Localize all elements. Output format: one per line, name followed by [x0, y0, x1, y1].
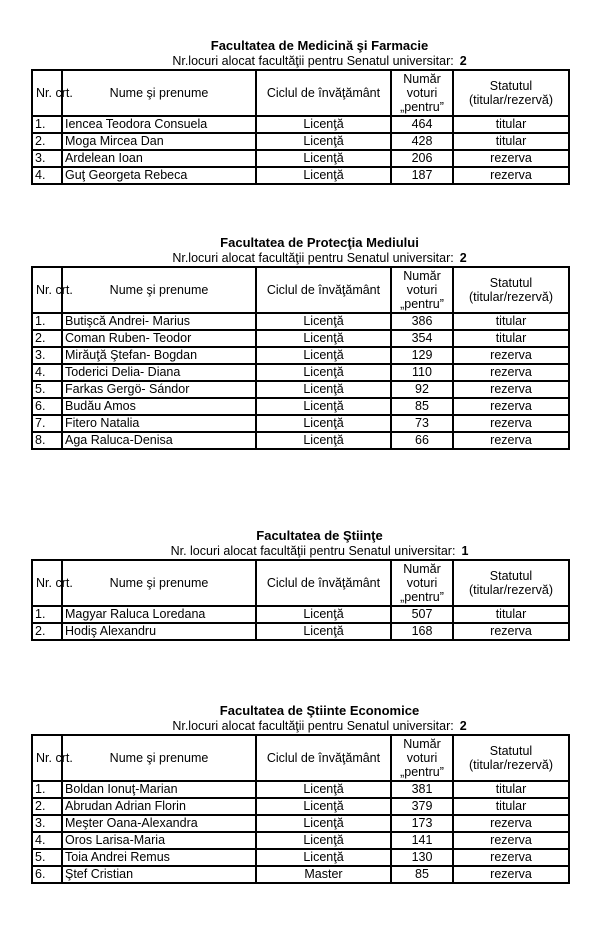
- cell-ciclu: Licenţă: [256, 347, 391, 364]
- cell-votes: 85: [391, 398, 453, 415]
- cell-status: rezerva: [453, 364, 569, 381]
- cell-status: rezerva: [453, 398, 569, 415]
- table-header-row: [32, 267, 569, 313]
- header-status: [453, 267, 569, 313]
- seats-count: 2: [459, 54, 467, 68]
- header-status: [453, 735, 569, 781]
- header-votes-line: „pentru”: [400, 100, 444, 114]
- cell-votes: 386: [391, 313, 453, 330]
- cell-nr: 1.: [32, 606, 62, 623]
- header-name: Nume şi prenume: [62, 267, 256, 313]
- cell-ciclu: Licenţă: [256, 150, 391, 167]
- cell-ciclu: Licenţă: [256, 313, 391, 330]
- cell-status: rezerva: [453, 167, 569, 184]
- table-row: [32, 623, 569, 640]
- table-row: [32, 798, 569, 815]
- cell-nr: 1.: [32, 781, 62, 798]
- cell-votes: 141: [391, 832, 453, 849]
- cell-name: Ştef Cristian: [62, 866, 256, 883]
- header-nr: Nr. crt.: [32, 560, 62, 606]
- table-header-row: [32, 70, 569, 116]
- faculty-title: Facultatea de Protecţia Mediului: [220, 235, 419, 250]
- table-row: [32, 150, 569, 167]
- cell-status: rezerva: [453, 866, 569, 883]
- cell-ciclu: Licenţă: [256, 815, 391, 832]
- header-ciclu: Ciclul de învăţământ: [256, 70, 391, 116]
- seats-label: Nr.locuri alocat facultăţii pentru Senatul universitar:: [172, 251, 454, 265]
- results-table: [31, 69, 570, 185]
- header-ciclu: Ciclul de învăţământ: [256, 560, 391, 606]
- cell-nr: 5.: [32, 381, 62, 398]
- table-row: [32, 381, 569, 398]
- cell-nr: 4.: [32, 167, 62, 184]
- header-votes: [391, 267, 453, 313]
- cell-votes: 92: [391, 381, 453, 398]
- cell-name: Iencea Teodora Consuela: [62, 116, 256, 133]
- cell-name: Oros Larisa-Maria: [62, 832, 256, 849]
- cell-ciclu: Licenţă: [256, 781, 391, 798]
- cell-nr: 1.: [32, 116, 62, 133]
- cell-ciclu: Licenţă: [256, 798, 391, 815]
- header-status-line: (titular/rezervă): [468, 583, 554, 597]
- cell-status: titular: [453, 116, 569, 133]
- cell-nr: 6.: [32, 398, 62, 415]
- cell-votes: 130: [391, 849, 453, 866]
- cell-votes: 464: [391, 116, 453, 133]
- cell-status: titular: [453, 133, 569, 150]
- results-table: [31, 734, 570, 884]
- cell-nr: 2.: [32, 798, 62, 815]
- cell-nr: 3.: [32, 815, 62, 832]
- header-votes-line: Număr: [403, 737, 441, 751]
- header-status-line: Statutul: [489, 276, 533, 290]
- cell-ciclu: Licenţă: [256, 364, 391, 381]
- results-table: [31, 266, 570, 450]
- cell-status: rezerva: [453, 432, 569, 449]
- cell-status: rezerva: [453, 381, 569, 398]
- header-votes: [391, 735, 453, 781]
- cell-nr: 6.: [32, 866, 62, 883]
- cell-name: Guţ Georgeta Rebeca: [62, 167, 256, 184]
- table-row: [32, 133, 569, 150]
- cell-ciclu: Licenţă: [256, 623, 391, 640]
- table-row: [32, 398, 569, 415]
- header-votes-line: „pentru”: [400, 765, 444, 779]
- table-row: [32, 832, 569, 849]
- cell-nr: 4.: [32, 364, 62, 381]
- cell-nr: 7.: [32, 415, 62, 432]
- faculty-seats-line: [71, 251, 568, 266]
- cell-name: Butişcă Andrei- Marius: [62, 313, 256, 330]
- cell-nr: 2.: [32, 133, 62, 150]
- cell-ciclu: Licenţă: [256, 415, 391, 432]
- header-status-line: Statutul: [489, 79, 533, 93]
- cell-status: rezerva: [453, 347, 569, 364]
- faculty-title: Facultatea de Medicină şi Farmacie: [210, 38, 429, 53]
- faculty-title: Facultatea de Ştiinte Economice: [219, 703, 420, 718]
- table-row: [32, 781, 569, 798]
- cell-name: Toderici Delia- Diana: [62, 364, 256, 381]
- table-row: [32, 347, 569, 364]
- cell-votes: 206: [391, 150, 453, 167]
- seats-label: Nr. locuri alocat facultăţii pentru Senatul universitar:: [170, 544, 456, 558]
- table-row: [32, 364, 569, 381]
- cell-nr: 4.: [32, 832, 62, 849]
- cell-nr: 1.: [32, 313, 62, 330]
- header-nr: Nr. crt.: [32, 735, 62, 781]
- cell-ciclu: Licenţă: [256, 330, 391, 347]
- cell-status: titular: [453, 798, 569, 815]
- faculty-seats-line: [71, 54, 568, 69]
- header-status: [453, 560, 569, 606]
- seats-count: 1: [461, 544, 469, 558]
- cell-ciclu: Licenţă: [256, 606, 391, 623]
- cell-name: Ardelean Ioan: [62, 150, 256, 167]
- faculty-title: Facultatea de Ştiinţe: [256, 528, 383, 543]
- cell-status: rezerva: [453, 623, 569, 640]
- header-name: Nume şi prenume: [62, 735, 256, 781]
- cell-votes: 73: [391, 415, 453, 432]
- section-stiinte: [31, 528, 568, 641]
- header-status-line: (titular/rezervă): [468, 93, 554, 107]
- header-votes-line: voturi: [406, 283, 438, 297]
- cell-name: Hodiş Alexandru: [62, 623, 256, 640]
- header-votes: [391, 70, 453, 116]
- header-status-line: Statutul: [489, 744, 533, 758]
- section-stiinte-economice: [31, 703, 568, 884]
- header-name: Nume şi prenume: [62, 70, 256, 116]
- header-votes-line: „pentru”: [400, 590, 444, 604]
- cell-votes: 507: [391, 606, 453, 623]
- header-status-line: (titular/rezervă): [468, 290, 554, 304]
- cell-status: rezerva: [453, 849, 569, 866]
- header-votes-line: Număr: [403, 72, 441, 86]
- cell-status: titular: [453, 330, 569, 347]
- header-votes-line: voturi: [406, 86, 438, 100]
- cell-ciclu: Licenţă: [256, 116, 391, 133]
- table-row: [32, 849, 569, 866]
- header-votes: [391, 560, 453, 606]
- cell-ciclu: Licenţă: [256, 432, 391, 449]
- cell-ciclu: Master: [256, 866, 391, 883]
- table-row: [32, 330, 569, 347]
- cell-ciclu: Licenţă: [256, 381, 391, 398]
- cell-status: rezerva: [453, 150, 569, 167]
- cell-name: Abrudan Adrian Florin: [62, 798, 256, 815]
- table-row: [32, 313, 569, 330]
- cell-nr: 5.: [32, 849, 62, 866]
- faculty-seats-line: [71, 719, 568, 734]
- cell-nr: 8.: [32, 432, 62, 449]
- cell-name: Farkas Gergö- Sándor: [62, 381, 256, 398]
- cell-status: rezerva: [453, 832, 569, 849]
- cell-ciclu: Licenţă: [256, 832, 391, 849]
- cell-status: titular: [453, 781, 569, 798]
- header-ciclu: Ciclul de învăţământ: [256, 267, 391, 313]
- cell-votes: 66: [391, 432, 453, 449]
- header-name: Nume şi prenume: [62, 560, 256, 606]
- cell-status: rezerva: [453, 815, 569, 832]
- cell-votes: 110: [391, 364, 453, 381]
- cell-name: Budău Amos: [62, 398, 256, 415]
- cell-votes: 354: [391, 330, 453, 347]
- faculty-seats-line: [71, 544, 568, 559]
- table-row: [32, 415, 569, 432]
- cell-nr: 2.: [32, 330, 62, 347]
- seats-count: 2: [459, 719, 467, 733]
- header-nr: Nr. crt.: [32, 267, 62, 313]
- header-votes-line: voturi: [406, 576, 438, 590]
- cell-name: Meşter Oana-Alexandra: [62, 815, 256, 832]
- header-votes-line: voturi: [406, 751, 438, 765]
- cell-name: Moga Mircea Dan: [62, 133, 256, 150]
- cell-status: titular: [453, 313, 569, 330]
- cell-votes: 85: [391, 866, 453, 883]
- header-votes-line: „pentru”: [400, 297, 444, 311]
- cell-name: Coman Ruben- Teodor: [62, 330, 256, 347]
- cell-name: Toia Andrei Remus: [62, 849, 256, 866]
- cell-votes: 381: [391, 781, 453, 798]
- cell-votes: 187: [391, 167, 453, 184]
- table-row: [32, 116, 569, 133]
- cell-votes: 379: [391, 798, 453, 815]
- cell-nr: 2.: [32, 623, 62, 640]
- header-votes-line: Număr: [403, 562, 441, 576]
- cell-votes: 173: [391, 815, 453, 832]
- cell-name: Mirăuţă Ştefan- Bogdan: [62, 347, 256, 364]
- cell-status: rezerva: [453, 415, 569, 432]
- header-status-line: (titular/rezervă): [468, 758, 554, 772]
- cell-name: Fitero Natalia: [62, 415, 256, 432]
- header-nr: Nr. crt.: [32, 70, 62, 116]
- cell-votes: 428: [391, 133, 453, 150]
- seats-label: Nr.locuri alocat facultăţii pentru Senatul universitar:: [172, 719, 454, 733]
- cell-votes: 129: [391, 347, 453, 364]
- cell-status: titular: [453, 606, 569, 623]
- table-row: [32, 432, 569, 449]
- cell-name: Boldan Ionuţ-Marian: [62, 781, 256, 798]
- header-votes-line: Număr: [403, 269, 441, 283]
- cell-ciclu: Licenţă: [256, 167, 391, 184]
- cell-name: Aga Raluca-Denisa: [62, 432, 256, 449]
- header-ciclu: Ciclul de învăţământ: [256, 735, 391, 781]
- cell-nr: 3.: [32, 150, 62, 167]
- table-header-row: [32, 735, 569, 781]
- section-protectia-mediului: [31, 235, 568, 450]
- table-row: [32, 815, 569, 832]
- results-table: [31, 559, 570, 641]
- cell-ciclu: Licenţă: [256, 133, 391, 150]
- cell-votes: 168: [391, 623, 453, 640]
- header-status-line: Statutul: [489, 569, 533, 583]
- cell-ciclu: Licenţă: [256, 849, 391, 866]
- table-row: [32, 167, 569, 184]
- cell-ciclu: Licenţă: [256, 398, 391, 415]
- seats-label: Nr.locuri alocat facultăţii pentru Senatul universitar:: [172, 54, 454, 68]
- section-medicina: [31, 38, 568, 185]
- seats-count: 2: [459, 251, 467, 265]
- cell-name: Magyar Raluca Loredana: [62, 606, 256, 623]
- cell-nr: 3.: [32, 347, 62, 364]
- table-row: [32, 866, 569, 883]
- table-header-row: [32, 560, 569, 606]
- table-row: [32, 606, 569, 623]
- header-status: [453, 70, 569, 116]
